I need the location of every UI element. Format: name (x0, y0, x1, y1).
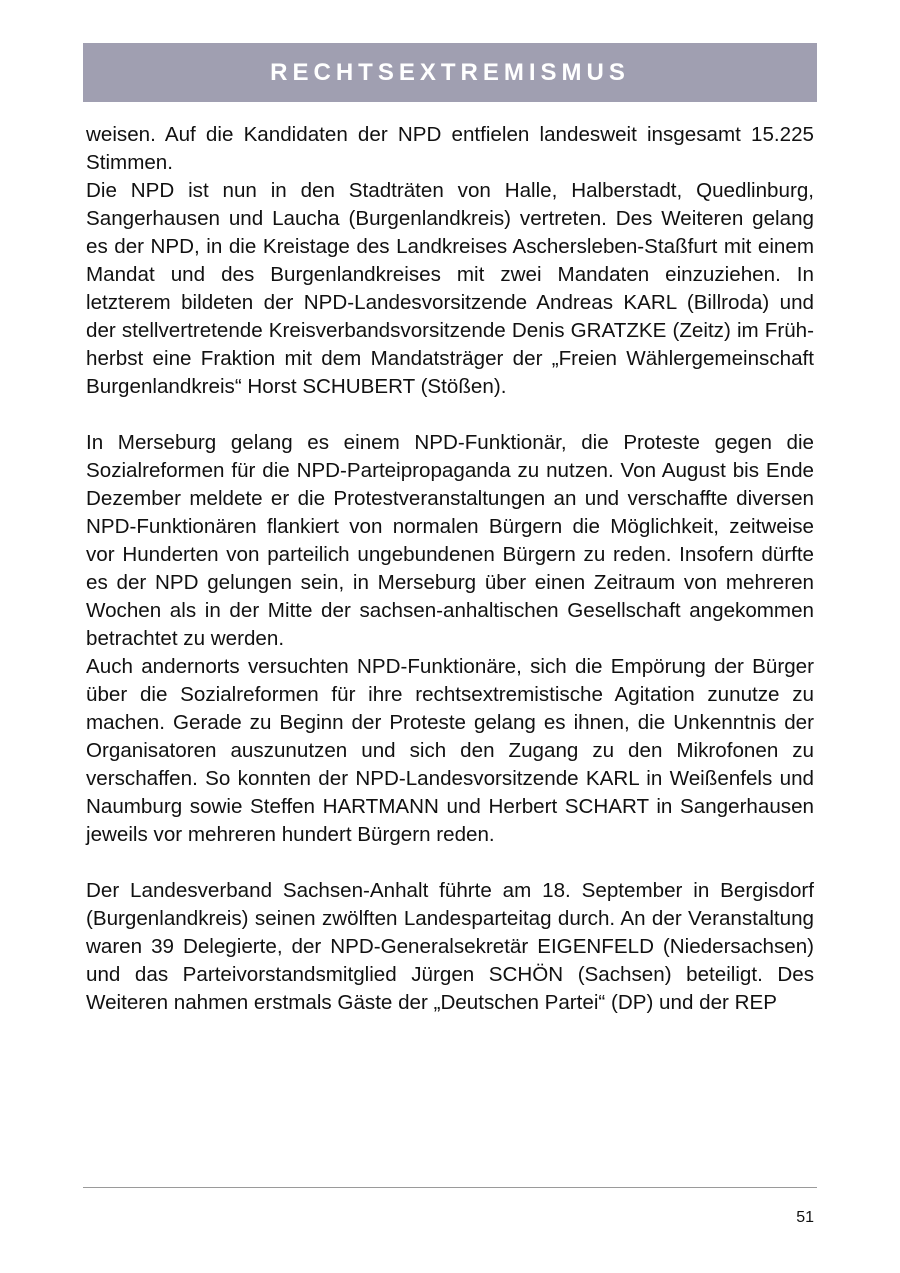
paragraph: Die NPD ist nun in den Stadträten von Halle, Halberstadt, Quedlinburg, Sangerhausen und Laucha (Burgenlandkreis) vertreten. Des Weiteren gelang es der NPD, in die Kreistage des Landkreises Aschersleben-Staßfurt mit einem Mandat und des Burgenlandkreises mit zwei Mandaten einzuziehen. In letzterem bildeten der NPD-Landesvorsitzende Andreas KARL (Billroda) und der stellvertretende Kreisverbandsvorsitzende Denis GRATZKE (Zeitz) im Frühherbst eine Fraktion mit dem Mandatsträger der „Freien Wählergemeinschaft Burgenlandkreis“ Horst SCHUBERT (Stößen). (86, 179, 814, 398)
footer-divider (83, 1187, 817, 1188)
page-number: 51 (796, 1209, 814, 1226)
section-title: RECHTSEXTREMISMUS (270, 58, 630, 86)
section-header-bar (83, 43, 817, 102)
body-text (86, 121, 814, 1017)
paragraph: Auch andernorts versuchten NPD-Funktionäre, sich die Empörung der Bürger über die Sozialreformen für ihre rechtsextremistische Agitation zunutze zu machen. Gerade zu Beginn der Proteste gelang es ihnen, die Unkenntnis der Organisatoren auszunutzen und sich den Zugang zu den Mikrofonen zu verschaffen. So konnten der NPD-Landesvorsitzende KARL in Weißenfels und Naumburg sowie Steffen HARTMANN und Herbert SCHART in Sangerhausen jeweils vor mehreren hundert Bürgern reden. (86, 655, 814, 846)
paragraph: In Merseburg gelang es einem NPD-Funktionär, die Proteste gegen die Sozialreformen für die NPD-Parteipropaganda zu nutzen. Von August bis Ende Dezember meldete er die Protestveranstaltungen an und verschaffte diversen NPD-Funktionären flankiert von normalen Bürgern die Möglichkeit, zeitweise vor Hunderten von parteilich ungebundenen Bürgern zu reden. Insofern dürfte es der NPD gelungen sein, in Merseburg über einen Zeitraum von mehreren Wochen als in der Mitte der sachsen-anhaltischen Gesellschaft angekommen betrachtet zu werden. (86, 431, 814, 650)
paragraph: weisen. Auf die Kandidaten der NPD entfielen landesweit insgesamt 15.225 Stimmen. (86, 123, 814, 174)
paragraph: Der Landesverband Sachsen-Anhalt führte am 18. September in Bergisdorf (Burgenlandkreis) seinen zwölften Landesparteitag durch. An der Veranstaltung waren 39 Delegierte, der NPD-Generalsekretär EIGENFELD (Niedersachsen) und das Parteivorstandsmitglied Jürgen SCHÖN (Sachsen) beteiligt. Des Weiteren nahmen erstmals Gäste der „Deutschen Partei“ (DP) und der REP (86, 879, 814, 1014)
